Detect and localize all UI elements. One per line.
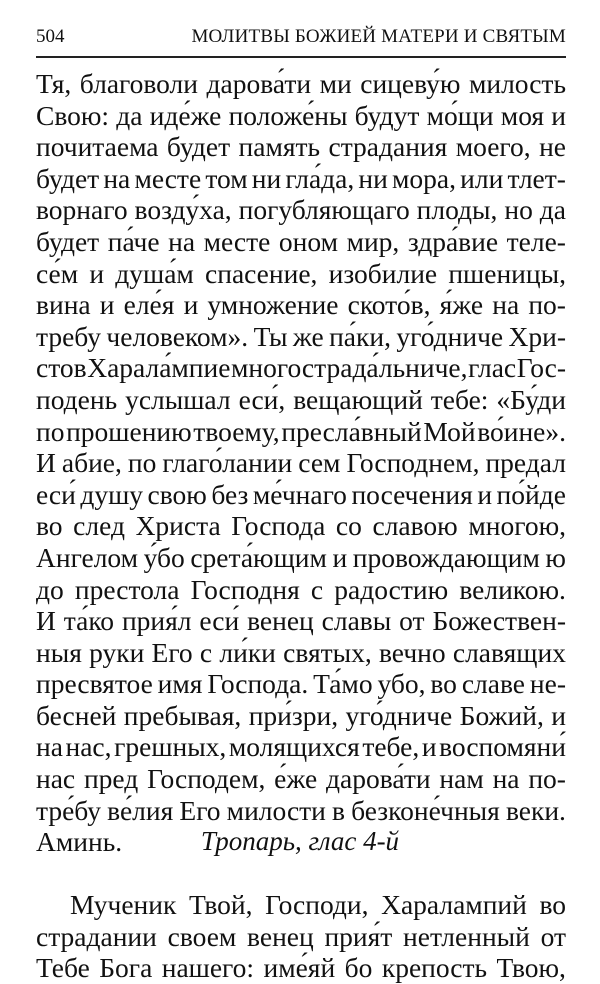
running-title: МОЛИТВЫ БОЖИЕЙ МАТЕРИ И СВЯТЫМ [191, 26, 566, 47]
text-line: Мученик Твой, Господи, Харалампий во [70, 889, 566, 920]
text-line: нас пред Господем, е́же дарова́ти нам на по- [36, 763, 566, 795]
text-line: по прошению твоему, пресла́вный Мой во́ине». [36, 415, 566, 447]
text-line: требу человеком». Ты же па́ки, уго́дниче Хри- [36, 320, 566, 352]
text-line: ворнаго возду́ха, погубляющаго плоды, но да [36, 194, 566, 226]
text-line: на нас, грешных, молящихся тебе, и воспомяни́ [36, 731, 566, 763]
text-line: во след Христа Господа со славою многою, [36, 510, 566, 542]
text-line: стов Харала́мпие многострада́льниче, глас Гос- [36, 352, 566, 384]
text-line: Тя, благоволи дарова́ти ми сицеву́ю милость [36, 68, 566, 99]
text-line: страдании своем венец прия́т нетленный от [36, 920, 566, 952]
text-line: будет па́че на месте оном мир, здра́вие теле- [36, 225, 566, 257]
text-line: И та́ко прия́л еси́ венец славы от Божествен- [36, 605, 566, 637]
text-line: Аминь. [36, 826, 123, 858]
text-line: будет на месте том ни гла́да, ни мора, или тлет- [36, 162, 566, 194]
text-line: вина и еле́я и умножение ското́в, я́же на по- [36, 289, 566, 321]
text-line: Тебе Бога нашего: име́яй бо крепость Твою, [36, 952, 566, 984]
page-number: 504 [36, 26, 65, 47]
troparion-heading: Тропарь, глас 4-й [200, 826, 400, 856]
text-line: еси́ душу свою без ме́чнаго посечения и по́йде [36, 478, 566, 510]
text-line: пресвятое имя Господа. Та́мо убо, во славе не- [36, 668, 566, 700]
text-line: почитаема будет память страдания моего, не [36, 131, 566, 163]
text-line: до престола Господня с радостию великою. [36, 573, 566, 605]
text-line: подень услышал еси́, вещающий тебе: «Бу́ди [36, 383, 566, 415]
text-line: Свою: да иде́же положе́ны будут мо́щи моя и [36, 99, 566, 131]
text-line: бесней пребывая, при́зри, уго́дниче Божий, и [36, 699, 566, 731]
text-line: тре́бу ве́лия Его милости в безконе́чныя веки. [36, 794, 566, 826]
running-header [36, 22, 566, 58]
text-line: ныя руки Его с ли́ки святых, вечно славящих [36, 636, 566, 668]
text-line: се́м и душа́м спасение, изобилие пшеницы, [36, 257, 566, 289]
text-line: И абие, по глаго́лании сем Господнем, предал [36, 447, 566, 479]
troparion-text [36, 889, 566, 984]
prayer-text [36, 68, 566, 858]
text-line: Ангелом у́бо срета́ющим и провождающим ю [36, 541, 566, 573]
